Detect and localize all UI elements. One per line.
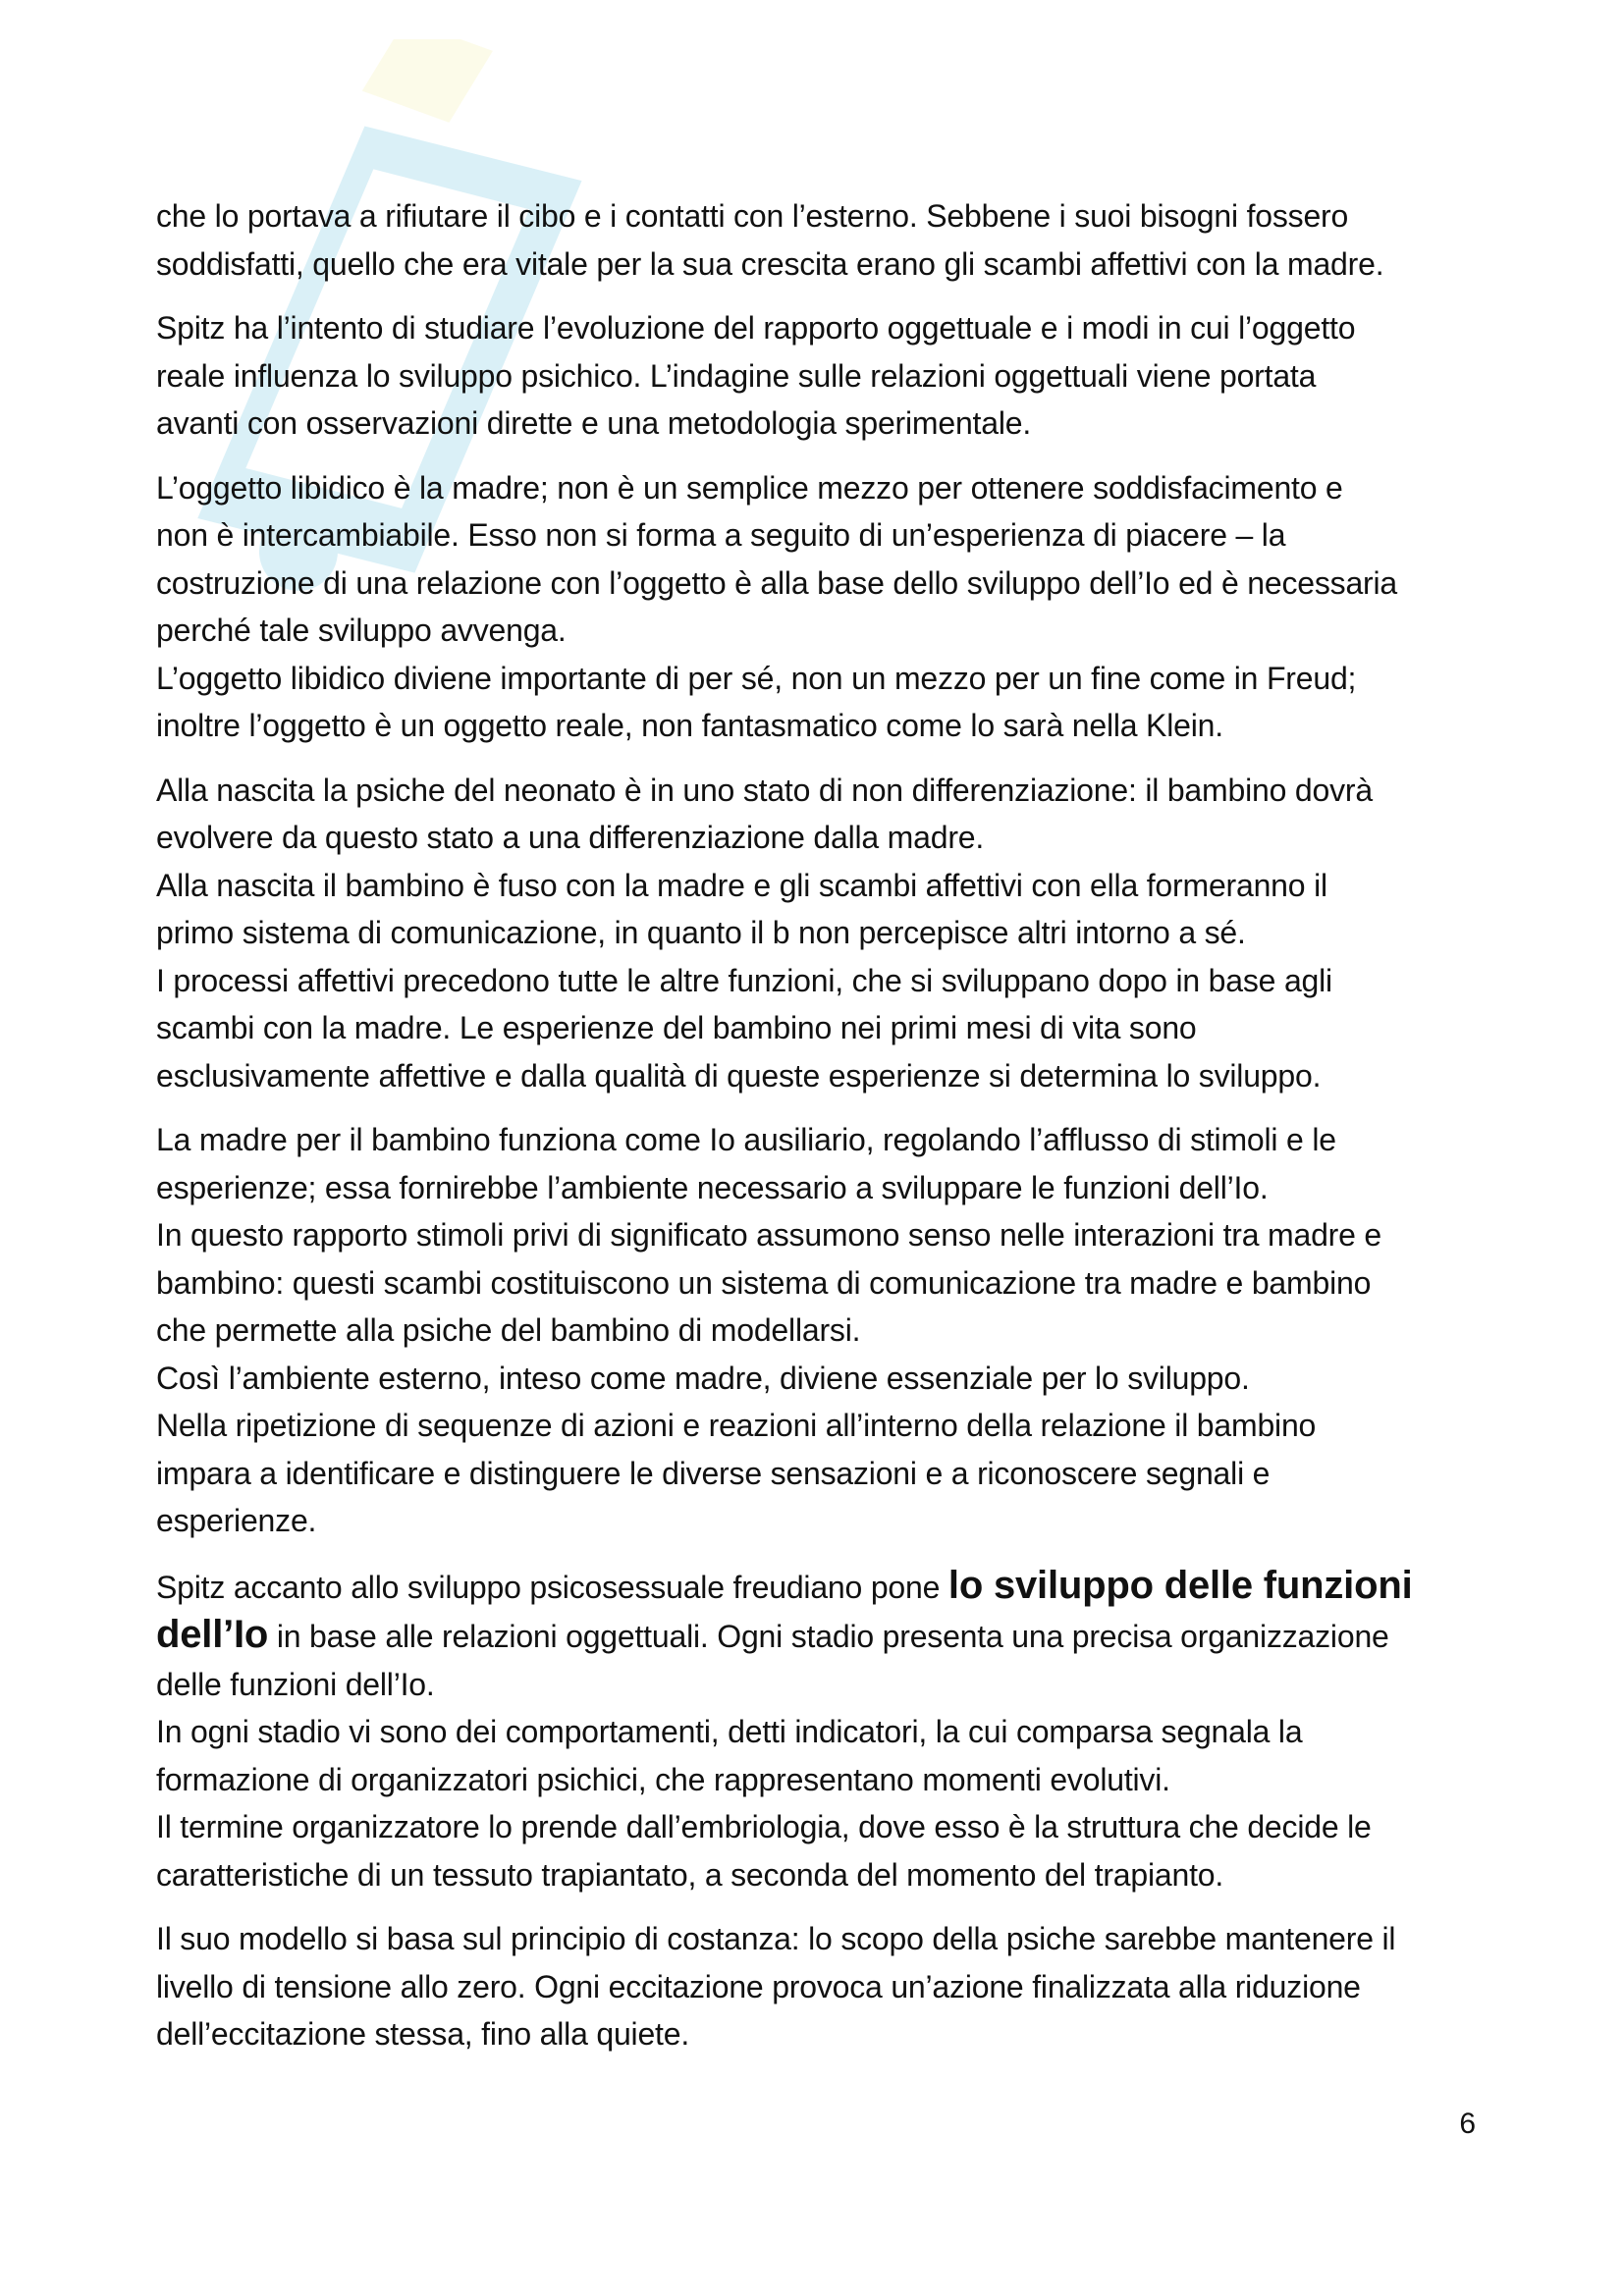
text-run: Spitz accanto allo sviluppo psicosessuale freudiano pone xyxy=(156,1569,948,1605)
text-line-mixed xyxy=(156,1611,1472,1661)
paragraph-2 xyxy=(156,304,1472,448)
text-line: Il suo modello si basa sul principio di costanza: lo scopo della psiche sarebbe mantenere il xyxy=(156,1921,1396,1956)
document-body xyxy=(156,192,1472,2075)
text-line: Alla nascita il bambino è fuso con la madre e gli scambi affettivi con ella formeranno il xyxy=(156,867,1327,903)
text-line: avanti con osservazioni dirette e una metodologia sperimentale. xyxy=(156,405,1032,441)
text-line: Alla nascita la psiche del neonato è in uno stato di non differenziazione: il bambino dovrà xyxy=(156,772,1373,808)
text-run: in base alle relazioni oggettuali. Ogni stadio presenta una precisa organizzazione xyxy=(268,1619,1389,1654)
text-line: livello di tensione allo zero. Ogni eccitazione provoca un’azione finalizzata alla riduzione xyxy=(156,1968,1361,2004)
text-line: reale influenza lo sviluppo psichico. L’indagine sulle relazioni oggettuali viene portata xyxy=(156,357,1317,394)
page-number: 6 xyxy=(1459,2108,1476,2140)
text-line: Così l’ambiente esterno, inteso come madre, diviene essenziale per lo sviluppo. xyxy=(156,1360,1250,1396)
text-line: dell’eccitazione stessa, fino alla quiete. xyxy=(156,2016,690,2052)
text-line: scambi con la madre. Le esperienze del bambino nei primi mesi di vita sono xyxy=(156,1010,1197,1045)
text-line: Nella ripetizione di sequenze di azioni e reazioni all’interno della relazione il bambino xyxy=(156,1408,1317,1443)
text-line: inoltre l’oggetto è un oggetto reale, non fantasmatico come lo sarà nella Klein. xyxy=(156,708,1223,743)
text-line: esperienze. xyxy=(156,1503,317,1538)
paragraph-3 xyxy=(156,464,1472,750)
text-line: esclusivamente affettive e dalla qualità di queste esperienze si determina lo sviluppo. xyxy=(156,1057,1322,1094)
text-line-mixed xyxy=(156,1562,1472,1612)
emphasized-heading-text: lo sviluppo delle funzioni xyxy=(947,1563,1413,1607)
text-line: I processi affettivi precedono tutte le altre funzioni, che si sviluppano dopo in base agli xyxy=(156,962,1332,998)
text-line: impara a identificare e distinguere le diverse sensazioni e a riconoscere segnali e xyxy=(156,1455,1271,1491)
text-line: perché tale sviluppo avvenga. xyxy=(156,613,567,648)
text-line: che lo portava a rifiutare il cibo e i contatti con l’esterno. Sebbene i suoi bisogni fossero xyxy=(156,198,1349,234)
text-line: formazione di organizzatori psichici, che rappresentano momenti evolutivi. xyxy=(156,1761,1170,1797)
text-line: esperienze; essa fornirebbe l’ambiente necessario a sviluppare le funzioni dell’Io. xyxy=(156,1169,1269,1205)
text-line: caratteristiche di un tessuto trapiantato, a seconda del momento del trapianto. xyxy=(156,1856,1224,1893)
text-line: Spitz ha l’intento di studiare l’evoluzione del rapporto oggettuale e i modi in cui l’oggetto xyxy=(156,310,1356,346)
paragraph-7 xyxy=(156,1915,1472,2058)
paragraph-4 xyxy=(156,767,1472,1100)
text-line: soddisfatti, quello che era vitale per la sua crescita erano gli scambi affettivi con la madre. xyxy=(156,245,1384,282)
text-line: delle funzioni dell’Io. xyxy=(156,1666,435,1702)
text-line: primo sistema di comunicazione, in quanto il b non percepisce altri intorno a sé. xyxy=(156,915,1246,950)
text-line: La madre per il bambino funziona come Io ausiliario, regolando l’afflusso di stimoli e le xyxy=(156,1122,1336,1157)
text-line: evolvere da questo stato a una differenziazione dalla madre. xyxy=(156,820,985,855)
text-line: L’oggetto libidico è la madre; non è un semplice mezzo per ottenere soddisfacimento e xyxy=(156,469,1343,506)
paragraph-5 xyxy=(156,1116,1472,1545)
paragraph-6 xyxy=(156,1562,1472,1899)
text-line: non è intercambiabile. Esso non si forma a seguito di un’esperienza di piacere – la xyxy=(156,517,1286,553)
text-line: bambino: questi scambi costituiscono un sistema di comunicazione tra madre e bambino xyxy=(156,1264,1372,1301)
text-line: che permette alla psiche del bambino di modellarsi. xyxy=(156,1312,861,1348)
text-line: Il termine organizzatore lo prende dall’embriologia, dove esso è la struttura che decide le xyxy=(156,1809,1372,1844)
paragraph-1 xyxy=(156,192,1472,288)
emphasized-heading-text: dell’Io xyxy=(156,1613,269,1656)
text-line: In ogni stadio vi sono dei comportamenti, detti indicatori, la cui comparsa segnala la xyxy=(156,1714,1303,1749)
text-line: L’oggetto libidico diviene importante di per sé, non un mezzo per un fine come in Freud; xyxy=(156,660,1357,696)
text-line: costruzione di una relazione con l’oggetto è alla base dello sviluppo dell’Io ed è necessaria xyxy=(156,564,1398,601)
text-line: In questo rapporto stimoli privi di significato assumono senso nelle interazioni tra madre e xyxy=(156,1217,1382,1253)
